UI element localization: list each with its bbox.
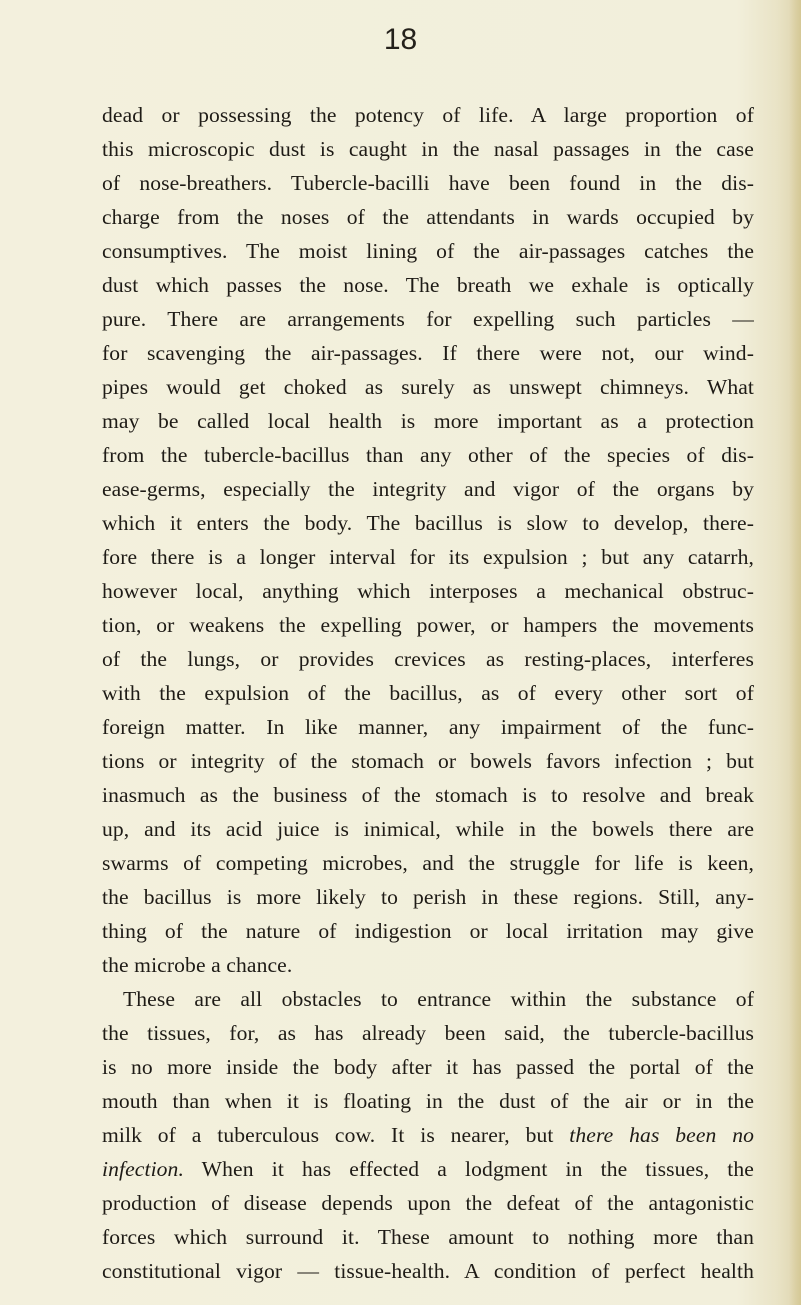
text-line: the bacillus is more likely to perish in these regions. Still, any- (102, 885, 754, 909)
text-line: consumptives. The moist lining of the air-passages catches the (102, 239, 754, 263)
text-line: forces which surround it. These amount to nothing more than (102, 1225, 754, 1249)
text-line: of the lungs, or provides crevices as resting-places, interferes (102, 647, 754, 671)
text-line: is no more inside the body after it has passed the portal of the (102, 1055, 754, 1079)
text-line: foreign matter. In like manner, any impairment of the func- (102, 715, 754, 739)
text-line: pure. There are arrangements for expelling such particles — (102, 307, 754, 331)
text-line: however local, anything which interposes a mechanical obstruc- (102, 579, 754, 603)
text-line: tion, or weakens the expelling power, or hampers the movements (102, 613, 754, 637)
text-line: tions or integrity of the stomach or bowels favors infection ; but (102, 749, 754, 773)
text-line: constitutional vigor — tissue-health. A condition of perfect health (102, 1259, 754, 1283)
page-edge-shadow (789, 0, 801, 1305)
text-line: the tissues, for, as has already been said, the tubercle-bacillus (102, 1021, 754, 1045)
text-line: this microscopic dust is caught in the nasal passages in the case (102, 137, 754, 161)
text-line: inasmuch as the business of the stomach is to resolve and break (102, 783, 754, 807)
text-line: pipes would get choked as surely as unswept chimneys. What (102, 375, 754, 399)
text-line: up, and its acid juice is inimical, while in the bowels there are (102, 817, 754, 841)
text-line: which it enters the body. The bacillus is slow to develop, there- (102, 511, 754, 535)
text-line-italic-emphasis (102, 1118, 754, 1152)
text-line: charge from the noses of the attendants in wards occupied by (102, 205, 754, 229)
text-line: fore there is a longer interval for its expulsion ; but any catarrh, (102, 545, 754, 569)
italic-phrase: there has been no (569, 1123, 754, 1147)
text-line-italic-start (102, 1152, 754, 1186)
text-line: dead or possessing the potency of life. A large proportion of (102, 103, 754, 127)
text-line: with the expulsion of the bacillus, as of every other sort of (102, 681, 754, 705)
text-line: may be called local health is more important as a protection (102, 409, 754, 433)
text-run: When it has effected a lodgment in the tissues, the (183, 1157, 754, 1181)
text-line: dust which passes the nose. The breath we exhale is optically (102, 273, 754, 297)
text-line: from the tubercle-bacillus than any other of the species of dis- (102, 443, 754, 467)
text-line: mouth than when it is floating in the dust of the air or in the (102, 1089, 754, 1113)
text-line: of nose-breathers. Tubercle-bacilli have been found in the dis- (102, 171, 754, 195)
text-line: These are all obstacles to entrance within the substance of (123, 987, 754, 1011)
text-line: the microbe a chance. (102, 953, 293, 977)
text-run: milk of a tuberculous cow. It is nearer, but (102, 1123, 554, 1147)
text-line: production of disease depends upon the defeat of the antagonistic (102, 1191, 754, 1215)
text-line: for scavenging the air-passages. If there were not, our wind- (102, 341, 754, 365)
text-line: ease-germs, especially the integrity and vigor of the organs by (102, 477, 754, 501)
italic-phrase: infection. (102, 1157, 184, 1181)
text-line: thing of the nature of indigestion or local irritation may give (102, 919, 754, 943)
page-number: 18 (383, 23, 418, 56)
text-line: swarms of competing microbes, and the struggle for life is keen, (102, 851, 754, 875)
